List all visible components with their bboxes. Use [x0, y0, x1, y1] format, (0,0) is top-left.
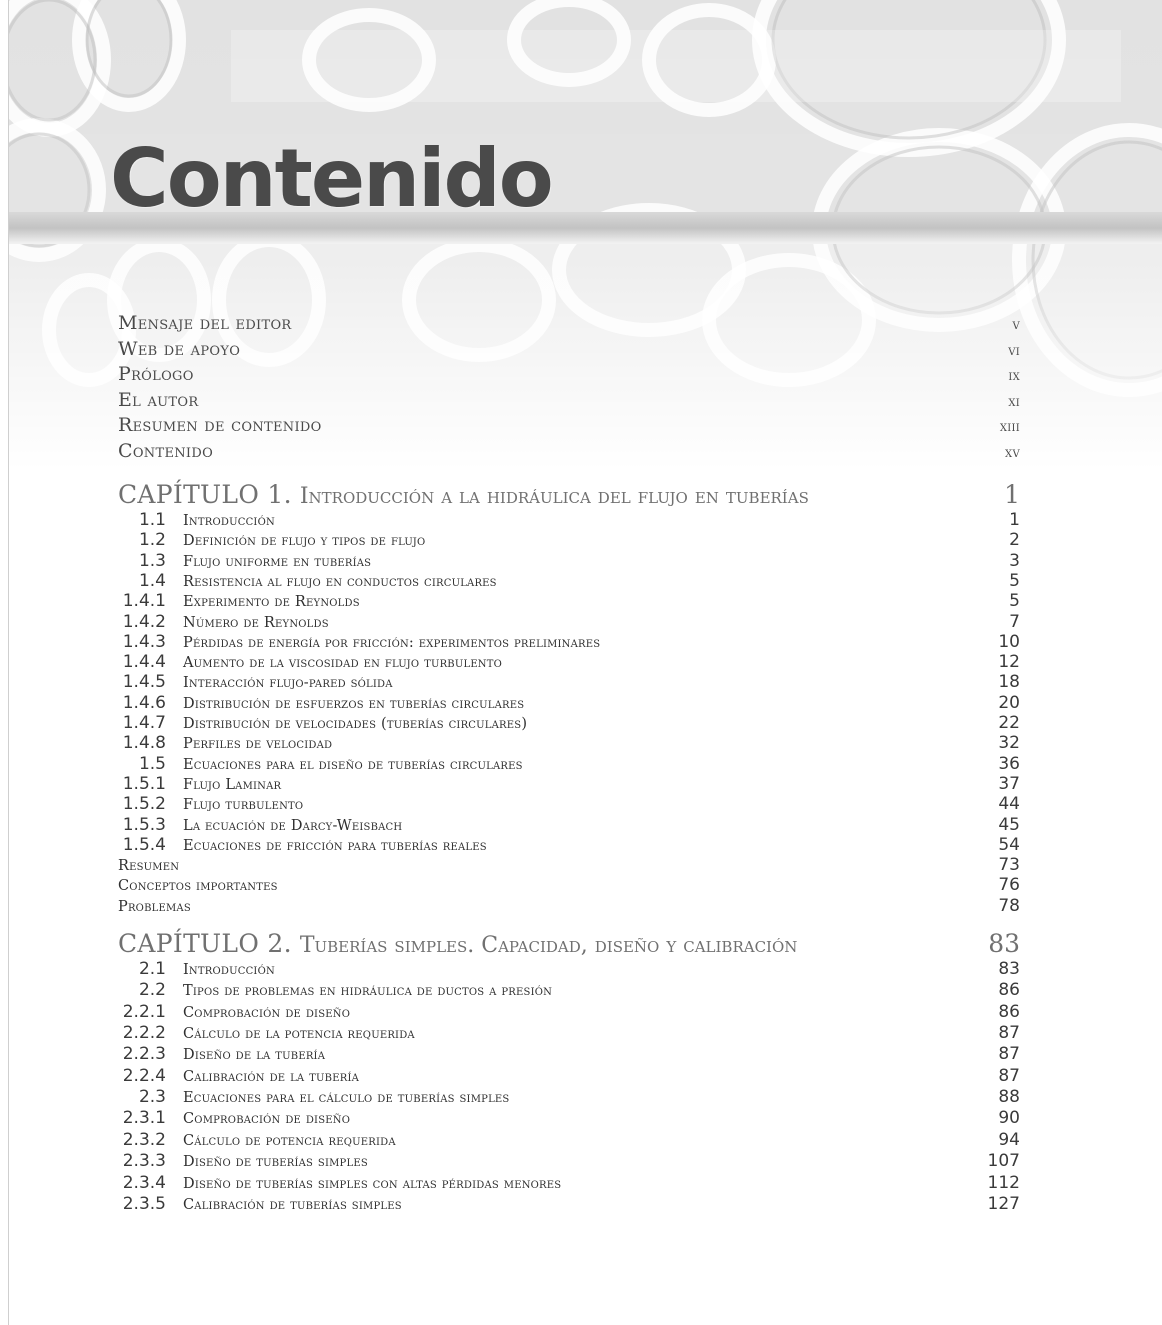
entry-title: Tipos de problemas en hidráulica de ductos a presión [183, 983, 553, 1000]
section-number: 1.4 [138, 570, 166, 591]
entry-page: 32 [998, 733, 1020, 754]
entry-title: Resumen [118, 858, 180, 875]
section-number: 2.3.1 [122, 1108, 166, 1129]
toc-entry [118, 1108, 1020, 1128]
entry-title: Problemas [118, 898, 191, 915]
entry-title: Conceptos importantes [118, 878, 278, 895]
chapter-title: Introducción a la hidráulica del flujo en tuberías [299, 484, 809, 509]
toc-entry-unnumbered [118, 855, 1020, 875]
toc-entry [118, 591, 1020, 611]
entry-title: Resumen de contenido [118, 414, 322, 436]
section-number: 1.2 [138, 530, 166, 551]
section-number: 2.2.2 [122, 1023, 166, 1044]
entry-page: 78 [998, 895, 1020, 916]
section-number: 1.4.3 [122, 631, 166, 652]
entry-page: 94 [998, 1129, 1020, 1150]
entry-page: 87 [998, 1044, 1020, 1065]
entry-page: 1 [1009, 510, 1020, 530]
entry-title: Interacción flujo-pared sólida [183, 675, 393, 692]
toc-entry [118, 571, 1020, 591]
entry-page: 87 [998, 1023, 1020, 1044]
entry-title: Diseño de tuberías simples [183, 1154, 368, 1171]
entry-title: La ecuación de Darcy-Weisbach [183, 817, 403, 834]
entry-page: 2 [1009, 530, 1020, 551]
section-number: 1.5.2 [122, 794, 166, 815]
section-number: 2.2.4 [122, 1065, 166, 1086]
toc-entry [118, 652, 1020, 672]
section-number: 1.4.1 [122, 591, 166, 612]
section-number: 2.3 [138, 1087, 166, 1108]
entry-page: 90 [998, 1108, 1020, 1129]
entry-page: 86 [998, 1001, 1020, 1022]
section-number: 1.4.5 [122, 672, 166, 693]
entry-page: 45 [998, 814, 1020, 835]
toc-entry [118, 713, 1020, 733]
section-number: 2.3.3 [122, 1151, 166, 1172]
entry-title: Flujo Laminar [183, 776, 282, 793]
entry-page: 87 [998, 1065, 1020, 1086]
entry-page: v [1012, 317, 1020, 333]
entry-page: 88 [998, 1087, 1020, 1108]
entry-page: 54 [998, 834, 1020, 855]
entry-page: 86 [998, 980, 1020, 1001]
entry-page: xi [1008, 393, 1020, 410]
entry-title: Web de apoyo [118, 337, 241, 360]
entry-title: Prólogo [118, 363, 194, 385]
entry-page: 3 [1009, 550, 1020, 571]
entry-title: Calibración de la tubería [183, 1068, 360, 1085]
chapter-heading [118, 480, 1020, 509]
toc-entry [118, 1002, 1020, 1022]
entry-title: Introducción [183, 513, 275, 529]
toc-entry [118, 551, 1020, 571]
entry-title: Comprobación de diseño [183, 1004, 351, 1021]
chapter-heading [118, 929, 1020, 958]
entry-title: Introducción [183, 962, 275, 978]
entry-title: Definición de flujo y tipos de flujo [183, 533, 426, 550]
entry-page: 44 [998, 794, 1020, 815]
toc-entry [118, 815, 1020, 835]
toc-entry [118, 672, 1020, 692]
section-number: 2.1 [138, 959, 166, 979]
toc-entry [118, 980, 1020, 1000]
toc-entry [118, 754, 1020, 774]
entry-title: Diseño de la tubería [183, 1047, 326, 1064]
toc-entry [118, 1044, 1020, 1064]
entry-page: 5 [1009, 570, 1020, 591]
entry-page: ix [1008, 368, 1020, 384]
toc-entry [118, 632, 1020, 652]
entry-title: Flujo turbulento [183, 797, 304, 814]
entry-page: xv [1005, 444, 1020, 461]
toc-entry [118, 1173, 1020, 1193]
entry-page: 7 [1009, 611, 1020, 632]
section-number: 2.2 [138, 980, 166, 1001]
page-title: Contenido [110, 132, 552, 225]
entry-title: Calibración de tuberías simples [183, 1196, 402, 1213]
entry-page: xiii [999, 419, 1020, 435]
entry-page: 5 [1009, 591, 1020, 612]
section-number: 1.1 [138, 510, 166, 530]
entry-title: Comprobación de diseño [183, 1111, 351, 1128]
entry-page: 37 [998, 773, 1020, 794]
entry-title: Distribución de velocidades (tuberías circulares) [183, 716, 528, 732]
entry-title: Aumento de la viscosidad en flujo turbulento [183, 655, 503, 672]
entry-title: Flujo uniforme en tuberías [183, 553, 372, 570]
entry-page: 10 [998, 631, 1020, 652]
chapter-title: Tuberías simples. Capacidad, diseño y calibración [299, 933, 798, 958]
entry-page: 73 [998, 855, 1020, 876]
toc-entry [118, 794, 1020, 814]
entry-page: vi [1008, 342, 1020, 359]
entry-page: 76 [998, 875, 1020, 896]
section-number: 2.3.5 [122, 1193, 166, 1214]
toc-entry-front-matter [118, 389, 1020, 411]
toc-entry [118, 835, 1020, 855]
toc-entry-front-matter [118, 363, 1020, 385]
toc-entry-front-matter [118, 440, 1020, 462]
entry-page: 12 [998, 652, 1020, 673]
section-number: 1.5.1 [122, 773, 166, 794]
section-number: 1.5 [138, 753, 166, 774]
section-number: 1.3 [138, 550, 166, 571]
toc-entry [118, 1087, 1020, 1107]
toc-entry [118, 612, 1020, 632]
entry-title: Ecuaciones para el diseño de tuberías circulares [183, 756, 523, 773]
section-number: 1.5.4 [122, 834, 166, 855]
entry-title: Pérdidas de energía por fricción: experimentos preliminares [183, 634, 601, 651]
entry-page: 83 [998, 959, 1020, 979]
entry-title: Contenido [118, 439, 214, 462]
toc-entry-unnumbered [118, 875, 1020, 895]
entry-page: 107 [987, 1151, 1020, 1172]
section-number: 1.4.7 [122, 713, 166, 733]
chapter-label: CAPÍTULO 1. [118, 480, 292, 509]
entry-title: Número de Reynolds [183, 614, 329, 631]
entry-title: Diseño de tuberías simples con altas pérdidas menores [183, 1175, 562, 1192]
toc-entry [118, 1066, 1020, 1086]
toc-entry [118, 1194, 1020, 1214]
section-number: 2.2.1 [122, 1001, 166, 1022]
toc-entry-front-matter [118, 338, 1020, 360]
chapter-page: 83 [988, 929, 1020, 958]
toc-entry [118, 510, 1020, 530]
toc-entry-front-matter [118, 312, 1020, 334]
toc-entry [118, 1130, 1020, 1150]
section-number: 1.4.6 [122, 692, 166, 713]
entry-title: Mensaje del editor [118, 312, 292, 334]
entry-title: Cálculo de potencia requerida [183, 1132, 396, 1149]
toc-entry [118, 530, 1020, 550]
section-number: 1.5.3 [122, 814, 166, 835]
entry-title: Ecuaciones para el cálculo de tuberías simples [183, 1090, 510, 1107]
entry-title: Ecuaciones de fricción para tuberías reales [183, 837, 487, 854]
section-number: 1.4.4 [122, 652, 166, 673]
entry-page: 127 [987, 1193, 1020, 1214]
toc-entry [118, 733, 1020, 753]
entry-title: Experimento de Reynolds [183, 594, 360, 611]
section-number: 2.3.4 [122, 1172, 166, 1193]
toc-entry [118, 1023, 1020, 1043]
entry-title: Perfiles de velocidad [183, 736, 333, 753]
toc-entry [118, 959, 1020, 979]
toc-entry [118, 1151, 1020, 1171]
toc-entry [118, 774, 1020, 794]
entry-title: Cálculo de la potencia requerida [183, 1026, 415, 1043]
entry-page: 112 [987, 1172, 1020, 1193]
entry-page: 18 [998, 672, 1020, 693]
toc-entry-front-matter [118, 414, 1020, 436]
chapter-label: CAPÍTULO 2. [118, 929, 292, 958]
entry-page: 20 [998, 692, 1020, 713]
chapter-page: 1 [1004, 480, 1020, 509]
section-number: 2.3.2 [122, 1129, 166, 1150]
entry-page: 22 [998, 713, 1020, 733]
toc-entry-unnumbered [118, 896, 1020, 916]
toc-entry [118, 693, 1020, 713]
entry-page: 36 [998, 753, 1020, 774]
section-number: 1.4.8 [122, 733, 166, 754]
entry-title: El autor [118, 388, 199, 411]
entry-title: Distribución de esfuerzos en tuberías circulares [183, 695, 525, 712]
section-number: 2.2.3 [122, 1044, 166, 1065]
entry-title: Resistencia al flujo en conductos circulares [183, 573, 497, 590]
section-number: 1.4.2 [122, 611, 166, 632]
